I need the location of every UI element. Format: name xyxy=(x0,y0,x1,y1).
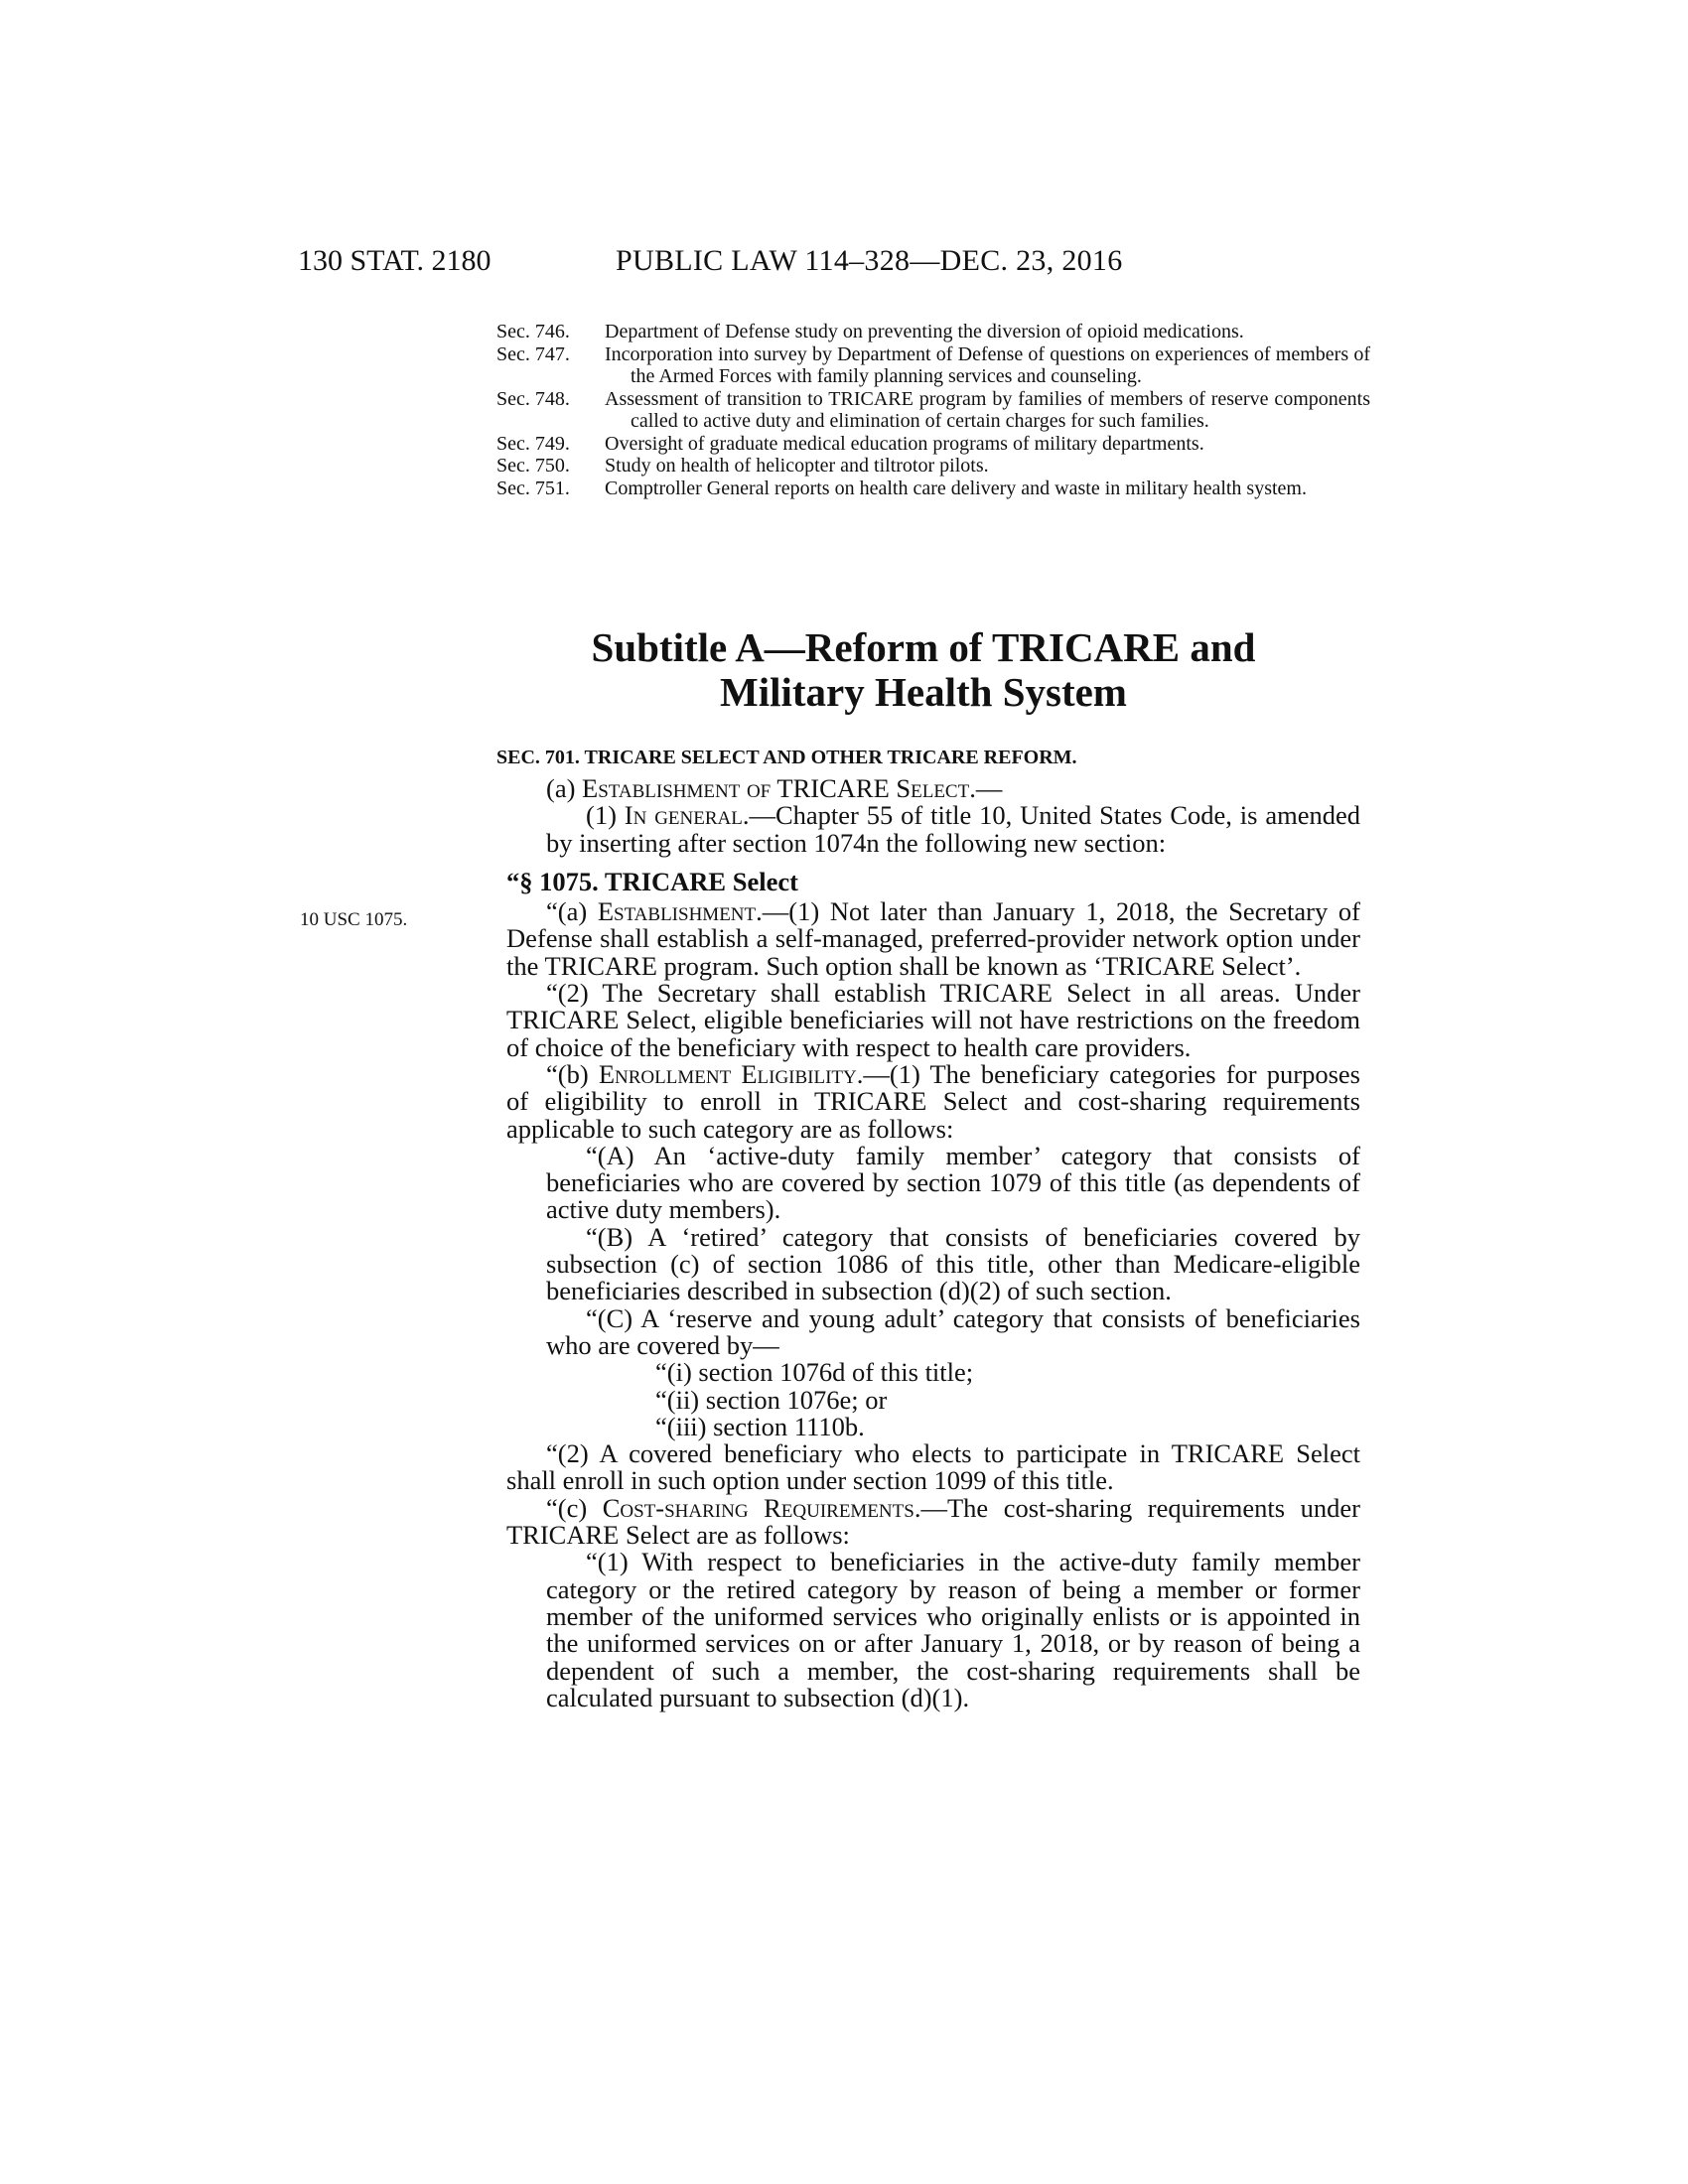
page-header xyxy=(298,244,1291,284)
paragraph-enrollment-2: “(2) A covered beneficiary who elects to participate in TRICARE Select shall enroll in such option under section 1099 of this title. xyxy=(506,1438,1360,1496)
section-1075-title: “§ 1075. TRICARE Select xyxy=(506,866,798,896)
toc-section-title: Oversight of graduate medical education programs of military departments. xyxy=(605,432,1204,455)
toc-entry xyxy=(496,321,1370,343)
public-law-title: PUBLIC LAW 114–328—DEC. 23, 2016 xyxy=(616,244,1123,277)
section-heading: SEC. 701. TRICARE SELECT AND OTHER TRICARE REFORM. xyxy=(496,747,1077,768)
toc-section-number: Sec. 751. xyxy=(496,477,570,499)
paragraph-enrollment-C: “(C) A ‘reserve and young adult’ category that consists of beneficiaries who are covered by— xyxy=(546,1302,1360,1360)
toc-section-title: Study on health of helicopter and tiltrotor pilots. xyxy=(605,455,989,477)
paragraph-enrollment: “(b) Enrollment Eligibility.—(1) The beneficiary categories for purposes of eligibility to enroll in TRICARE Select and cost-sharing requirements applicable to such category are as follows: xyxy=(506,1058,1360,1144)
subtitle-line: Subtitle A—Reform of TRICARE and xyxy=(591,624,1256,670)
toc-section-number: Sec. 746. xyxy=(496,321,570,342)
table-of-contents xyxy=(496,321,1370,499)
margin-note: 10 USC 1075. xyxy=(300,909,408,930)
toc-entry xyxy=(496,478,1370,500)
clause-enrollment-Ciii: “(iii) section 1110b. xyxy=(655,1411,865,1441)
subtitle-heading xyxy=(516,625,1331,715)
paragraph-a: (a) Establishment of TRICARE Select.— xyxy=(546,773,1003,803)
clause-enrollment-Cii: “(ii) section 1076e; or xyxy=(655,1384,888,1415)
paragraph-enrollment-B: “(B) A ‘retired’ category that consists of beneficiaries covered by subsection (c) of section 1086 of this title, other than Medicare-eligible beneficiaries described in subsection (d)(2) of such section. xyxy=(546,1221,1360,1306)
paragraph-establishment-2: “(2) The Secretary shall establish TRICARE Select in all areas. Under TRICARE Select, eligible beneficiaries will not have restrictions on the freedom of choice of the beneficiary with respect to health care providers. xyxy=(506,978,1360,1062)
paragraph-enrollment-A: “(A) An ‘active-duty family member’ category that consists of beneficiaries who are covered by section 1079 of this title (as dependents of active duty members). xyxy=(546,1140,1360,1225)
paragraph-cost-sharing-1: “(1) With respect to beneficiaries in the active-duty family member category or the retired category by reason of being a member or former member of the uniformed services who originally enlists or is appointed in the uniformed services on or after January 1, 2018, or by reason of being a dependent of such a member, the cost-sharing requirements shall be calculated pursuant to subsection (d)(1). xyxy=(546,1547,1360,1712)
toc-section-title: Incorporation into survey by Department of Defense of questions on experiences of members of the Armed Forces with family planning services and counseling. xyxy=(605,342,1370,387)
toc-section-title: Assessment of transition to TRICARE program by families of members of reserve components called to active duty and elimination of certain charges for such families. xyxy=(605,387,1370,432)
clause-enrollment-Ci: “(i) section 1076d of this title; xyxy=(655,1357,974,1388)
toc-entry xyxy=(496,455,1370,478)
toc-section-number: Sec. 750. xyxy=(496,455,570,477)
subtitle-line: Military Health System xyxy=(720,669,1127,715)
main-text xyxy=(506,775,1360,1711)
toc-entry xyxy=(496,343,1370,388)
toc-section-number: Sec. 747. xyxy=(496,342,570,365)
toc-section-number: Sec. 749. xyxy=(496,432,570,455)
toc-section-title: Comptroller General reports on health care delivery and waste in military health system. xyxy=(605,477,1307,499)
paragraph-establishment: “(a) Establishment.—(1) Not later than January 1, 2018, the Secretary of Defense shall establish a self-managed, preferred-provider network option under the TRICARE program. Such option shall be known as ‘TRICARE Select’. xyxy=(506,896,1360,981)
paragraph-cost-sharing: “(c) Cost-sharing Requirements.—The cost-sharing requirements under TRICARE Select are as follows: xyxy=(506,1492,1360,1551)
toc-section-title: Department of Defense study on preventing the diversion of opioid medications. xyxy=(605,321,1244,342)
toc-section-number: Sec. 748. xyxy=(496,387,570,410)
statute-page-reference: 130 STAT. 2180 xyxy=(298,244,492,277)
toc-entry xyxy=(496,433,1370,456)
toc-entry xyxy=(496,388,1370,433)
paragraph-a1: (1) In general.—Chapter 55 of title 10, United States Code, is amended by inserting after section 1074n the following new section: xyxy=(546,800,1360,858)
